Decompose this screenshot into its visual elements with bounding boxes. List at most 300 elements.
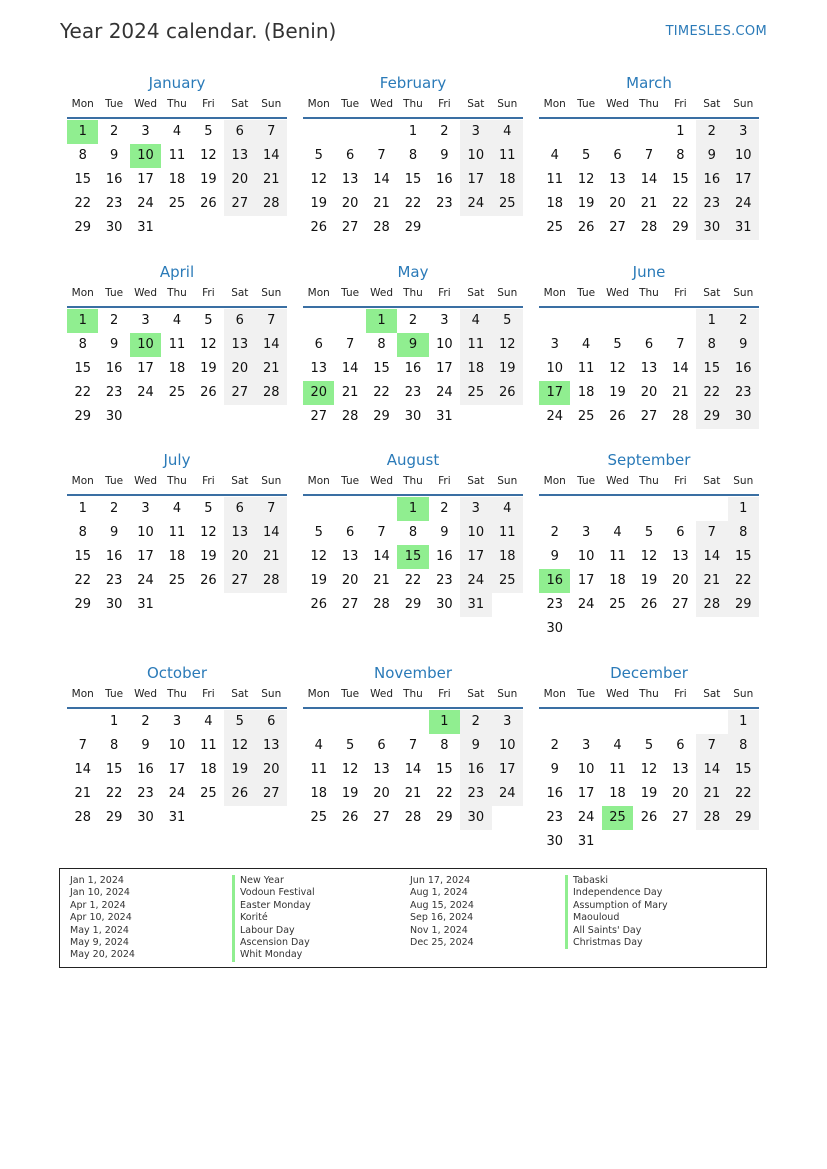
weekday-label: Sat [467, 475, 485, 487]
day-cell: 30 [105, 220, 123, 235]
day-cell: 15 [404, 172, 422, 187]
day-cell: 9 [696, 144, 727, 168]
day-cell: 10 [577, 762, 595, 777]
day-cell: 2 [460, 710, 491, 734]
day-cell: 20 [224, 168, 255, 192]
weekday-label: Tue [105, 98, 124, 110]
day-cell: 30 [105, 409, 123, 424]
week-row [303, 710, 523, 734]
day-cell: 8 [78, 337, 87, 352]
legend-date: Apr 10, 2024 [70, 912, 132, 924]
legend-date: Jun 17, 2024 [410, 875, 471, 886]
day-cell: 18 [546, 196, 563, 211]
weekday-label: Sat [231, 287, 249, 299]
week-row [303, 381, 523, 405]
day-cell: 3 [581, 738, 591, 753]
week-row [303, 545, 523, 569]
legend-holiday-name: Tabaski [565, 875, 668, 887]
empty-day [492, 216, 523, 240]
day-cell: 1 [366, 309, 397, 333]
empty-day [460, 405, 491, 429]
empty-day [303, 710, 334, 734]
day-cell: 27 [640, 409, 658, 424]
day-cell: 18 [492, 545, 523, 569]
day-cell: 21 [256, 168, 287, 192]
empty-day [492, 405, 523, 429]
weekday-label: Wed [134, 98, 157, 110]
empty-day [303, 309, 334, 333]
empty-day [303, 120, 334, 144]
header-rule [303, 306, 523, 308]
day-cell: 4 [613, 738, 622, 753]
day-cell: 2 [728, 309, 759, 333]
month-december [539, 662, 759, 854]
day-cell: 16 [105, 172, 123, 187]
month-name: September [607, 451, 691, 469]
day-cell: 8 [377, 337, 386, 352]
day-cell: 25 [609, 597, 626, 612]
day-cell: 15 [74, 172, 91, 187]
day-cell: 22 [436, 786, 453, 801]
day-cell: 23 [105, 196, 123, 211]
day-cell: 26 [200, 385, 217, 400]
empty-day [728, 830, 759, 854]
day-cell: 8 [728, 521, 759, 545]
day-cell: 24 [436, 385, 453, 400]
day-cell: 19 [577, 196, 595, 211]
weekday-label: Sat [703, 688, 721, 700]
weekday-label: Mon [71, 688, 94, 700]
day-cell: 5 [492, 309, 523, 333]
day-cell: 12 [341, 762, 359, 777]
day-cell: 17 [492, 758, 523, 782]
day-cell: 9 [141, 738, 150, 753]
day-cell: 30 [460, 806, 491, 830]
day-cell: 22 [404, 196, 422, 211]
legend-holiday-name: Independence Day [565, 887, 668, 899]
empty-day [256, 216, 287, 240]
day-cell: 11 [200, 738, 217, 753]
weekday-label: Fri [674, 475, 687, 487]
day-cell: 4 [172, 501, 182, 516]
week-row [539, 830, 759, 854]
legend-date: May 20, 2024 [70, 949, 135, 961]
empty-day [633, 710, 664, 734]
weekday-label: Sat [703, 475, 721, 487]
month-name: November [373, 664, 453, 682]
day-cell: 20 [224, 357, 255, 381]
week-row [303, 497, 523, 521]
weekday-header [303, 471, 523, 491]
day-cell: 30 [105, 597, 123, 612]
weekday-label: Mon [543, 287, 566, 299]
day-cell: 6 [224, 120, 255, 144]
weekday-label: Wed [606, 688, 629, 700]
weekday-label: Mon [71, 475, 94, 487]
week-row [67, 569, 287, 593]
day-cell: 23 [404, 385, 422, 400]
weekday-header [67, 471, 287, 491]
day-cell: 21 [74, 786, 91, 801]
week-row [67, 192, 287, 216]
legend-holiday-name: Ascension Day [232, 937, 315, 949]
month-name: October [146, 664, 208, 682]
weekday-label: Tue [341, 287, 360, 299]
day-cell: 12 [310, 549, 327, 564]
month-august [303, 449, 523, 617]
weekday-label: Thu [639, 475, 659, 487]
day-cell: 14 [696, 758, 727, 782]
day-cell: 17 [137, 549, 154, 564]
header-rule [303, 494, 523, 496]
day-cell: 3 [492, 710, 523, 734]
day-cell: 3 [550, 337, 559, 352]
header-rule [539, 494, 759, 496]
day-cell: 22 [728, 569, 759, 593]
week-row [539, 806, 759, 830]
empty-day [224, 593, 255, 617]
weekday-label: Fri [438, 688, 451, 700]
day-cell: 13 [609, 172, 626, 187]
weekday-label: Sat [467, 688, 485, 700]
empty-day [696, 617, 727, 641]
day-cell: 18 [168, 172, 186, 187]
day-cell: 1 [67, 309, 98, 333]
day-cell: 3 [460, 497, 491, 521]
day-cell: 11 [168, 337, 186, 352]
weekday-label: Thu [639, 287, 659, 299]
legend-date: Aug 15, 2024 [410, 899, 474, 911]
day-cell: 11 [609, 549, 626, 564]
legend-holiday-name: Labour Day [232, 925, 315, 937]
month-july [67, 449, 287, 617]
empty-day [633, 120, 664, 144]
day-cell: 29 [672, 220, 689, 235]
week-row [303, 734, 523, 758]
day-cell: 21 [373, 196, 390, 211]
week-row [303, 405, 523, 429]
weekday-label: Sun [733, 98, 754, 110]
day-cell: 20 [256, 758, 287, 782]
week-row [303, 309, 523, 333]
day-cell: 13 [640, 361, 658, 376]
day-cell: 15 [728, 545, 759, 569]
week-row [67, 357, 287, 381]
day-cell: 3 [141, 313, 150, 328]
brand-link[interactable]: TIMESLES.COM [665, 24, 767, 39]
day-cell: 9 [550, 549, 559, 564]
day-cell: 2 [109, 501, 119, 516]
day-cell: 8 [676, 148, 685, 163]
day-cell: 8 [440, 738, 449, 753]
day-cell: 6 [644, 337, 654, 352]
day-cell: 10 [130, 144, 161, 168]
day-cell: 26 [492, 381, 523, 405]
empty-day [256, 806, 287, 830]
day-cell: 12 [200, 148, 217, 163]
weekday-label: Thu [639, 98, 659, 110]
month-name: May [397, 263, 429, 281]
day-cell: 13 [672, 762, 689, 777]
day-cell: 25 [168, 573, 186, 588]
day-cell: 18 [310, 786, 327, 801]
empty-day [460, 216, 491, 240]
empty-day [334, 710, 365, 734]
day-cell: 12 [200, 337, 217, 352]
header-rule [539, 306, 759, 308]
weekday-label: Fri [674, 688, 687, 700]
empty-day [366, 120, 397, 144]
week-row [67, 144, 287, 168]
empty-day [397, 710, 428, 734]
day-cell: 25 [577, 409, 595, 424]
week-row [539, 216, 759, 240]
day-cell: 26 [200, 196, 217, 211]
day-cell: 29 [74, 220, 91, 235]
week-row [67, 216, 287, 240]
day-cell: 25 [602, 806, 633, 830]
day-cell: 11 [460, 333, 491, 357]
day-cell: 1 [728, 497, 759, 521]
empty-day [303, 497, 334, 521]
empty-day [334, 120, 365, 144]
day-cell: 29 [74, 409, 91, 424]
week-row [539, 521, 759, 545]
month-name: February [379, 74, 447, 92]
day-cell: 28 [256, 381, 287, 405]
weekday-label: Fri [438, 287, 451, 299]
day-cell: 5 [204, 501, 213, 516]
day-cell: 4 [613, 525, 622, 540]
weekday-label: Fri [202, 287, 215, 299]
week-row [539, 357, 759, 381]
legend-holiday-name: Korité [232, 912, 315, 924]
day-cell: 1 [67, 120, 98, 144]
day-cell: 23 [460, 782, 491, 806]
day-cell: 11 [168, 148, 186, 163]
empty-day [633, 497, 664, 521]
day-cell: 29 [74, 597, 91, 612]
empty-day [570, 309, 601, 333]
legend-date: Apr 1, 2024 [70, 899, 126, 911]
day-cell: 22 [105, 786, 123, 801]
day-cell: 22 [672, 196, 689, 211]
empty-day [602, 617, 633, 641]
empty-day [570, 120, 601, 144]
day-cell: 30 [546, 834, 563, 849]
empty-day [570, 497, 601, 521]
week-row [67, 333, 287, 357]
day-cell: 28 [672, 409, 689, 424]
weekday-label: Thu [167, 475, 187, 487]
day-cell: 11 [609, 762, 626, 777]
weekday-label: Mon [307, 287, 330, 299]
day-cell: 26 [200, 573, 217, 588]
day-cell: 8 [728, 734, 759, 758]
day-cell: 2 [109, 124, 119, 139]
day-cell: 5 [204, 124, 213, 139]
day-cell: 3 [141, 501, 150, 516]
weekday-label: Sun [497, 98, 518, 110]
header-rule [67, 306, 287, 308]
day-cell: 8 [109, 738, 119, 753]
day-cell: 20 [341, 573, 359, 588]
day-cell: 13 [224, 521, 255, 545]
day-cell: 30 [696, 216, 727, 240]
day-cell: 22 [728, 782, 759, 806]
weekday-label: Fri [674, 287, 687, 299]
day-cell: 26 [640, 810, 658, 825]
day-cell: 13 [373, 762, 390, 777]
week-row [539, 569, 759, 593]
day-cell: 23 [546, 597, 563, 612]
day-cell: 6 [314, 337, 323, 352]
day-cell: 23 [436, 573, 453, 588]
day-cell: 3 [440, 313, 449, 328]
day-cell: 2 [109, 313, 119, 328]
day-cell: 4 [550, 148, 559, 163]
empty-day [602, 830, 633, 854]
day-cell: 23 [696, 192, 727, 216]
day-cell: 10 [436, 337, 453, 352]
day-cell: 4 [172, 124, 182, 139]
week-row [303, 168, 523, 192]
day-cell: 23 [105, 385, 123, 400]
empty-day [334, 497, 365, 521]
day-cell: 19 [492, 357, 523, 381]
day-cell: 31 [137, 597, 154, 612]
day-cell: 28 [404, 810, 422, 825]
day-cell: 2 [141, 714, 150, 729]
day-cell: 10 [728, 144, 759, 168]
empty-day [224, 405, 255, 429]
day-cell: 18 [460, 357, 491, 381]
day-cell: 6 [345, 525, 355, 540]
day-cell: 27 [609, 220, 626, 235]
month-january [67, 72, 287, 240]
empty-day [366, 497, 397, 521]
empty-day [602, 309, 633, 333]
empty-day [492, 593, 523, 617]
month-name: August [386, 451, 440, 469]
legend-holiday-name: Christmas Day [565, 937, 668, 949]
day-cell: 26 [577, 220, 595, 235]
day-cell: 5 [581, 148, 591, 163]
legend-holiday-name: New Year [232, 875, 315, 887]
day-cell: 18 [577, 385, 595, 400]
day-cell: 31 [168, 810, 186, 825]
day-cell: 28 [696, 593, 727, 617]
day-cell: 5 [644, 738, 654, 753]
header-rule [539, 117, 759, 119]
day-cell: 25 [492, 569, 523, 593]
day-cell: 18 [609, 573, 626, 588]
empty-day [492, 806, 523, 830]
month-november [303, 662, 523, 830]
legend-holiday-name: Vodoun Festival [232, 887, 315, 899]
weekday-label: Wed [370, 688, 393, 700]
weekday-label: Wed [606, 287, 629, 299]
day-cell: 9 [109, 337, 119, 352]
day-cell: 20 [672, 573, 689, 588]
weekday-label: Mon [307, 688, 330, 700]
empty-day [539, 120, 570, 144]
weekday-label: Thu [403, 475, 423, 487]
empty-day [224, 806, 255, 830]
month-march [539, 72, 759, 240]
empty-day [256, 405, 287, 429]
day-cell: 15 [105, 762, 123, 777]
weekday-label: Fri [438, 475, 451, 487]
day-cell: 7 [676, 337, 685, 352]
week-row [539, 617, 759, 641]
weekday-label: Sat [231, 688, 249, 700]
day-cell: 4 [581, 337, 591, 352]
day-cell: 8 [408, 148, 418, 163]
day-cell: 16 [546, 786, 563, 801]
day-cell: 2 [408, 313, 418, 328]
empty-day [633, 309, 664, 333]
day-cell: 12 [640, 762, 658, 777]
day-cell: 22 [74, 573, 91, 588]
day-cell: 9 [550, 762, 559, 777]
header-rule [303, 707, 523, 709]
weekday-label: Sat [703, 287, 721, 299]
weekday-label: Sat [231, 475, 249, 487]
day-cell: 13 [224, 333, 255, 357]
weekday-header [539, 471, 759, 491]
day-cell: 5 [644, 525, 654, 540]
day-cell: 7 [256, 497, 287, 521]
day-cell: 4 [492, 497, 523, 521]
weekday-label: Mon [71, 287, 94, 299]
weekday-label: Sun [733, 688, 754, 700]
day-cell: 7 [78, 738, 87, 753]
week-row [539, 168, 759, 192]
empty-day [665, 710, 696, 734]
legend-holiday-name: Whit Monday [232, 949, 315, 961]
day-cell: 23 [728, 381, 759, 405]
weekday-header [303, 684, 523, 704]
empty-day [429, 216, 460, 240]
weekday-header [67, 94, 287, 114]
week-row [539, 333, 759, 357]
day-cell: 29 [404, 597, 422, 612]
day-cell: 1 [109, 714, 119, 729]
month-name: June [632, 263, 666, 281]
day-cell: 28 [341, 409, 359, 424]
day-cell: 6 [676, 525, 685, 540]
day-cell: 17 [577, 786, 595, 801]
weekday-label: Sun [497, 475, 518, 487]
day-cell: 19 [640, 573, 658, 588]
weekday-label: Fri [674, 98, 687, 110]
week-row [67, 120, 287, 144]
day-cell: 5 [204, 313, 213, 328]
day-cell: 14 [256, 521, 287, 545]
weekday-label: Sun [733, 287, 754, 299]
day-cell: 9 [109, 148, 119, 163]
day-cell: 14 [404, 762, 422, 777]
day-cell: 27 [672, 597, 689, 612]
day-cell: 17 [460, 168, 491, 192]
day-cell: 21 [672, 385, 689, 400]
empty-day [602, 120, 633, 144]
week-row [303, 593, 523, 617]
day-cell: 7 [696, 734, 727, 758]
day-cell: 31 [728, 216, 759, 240]
weekday-label: Sat [231, 98, 249, 110]
